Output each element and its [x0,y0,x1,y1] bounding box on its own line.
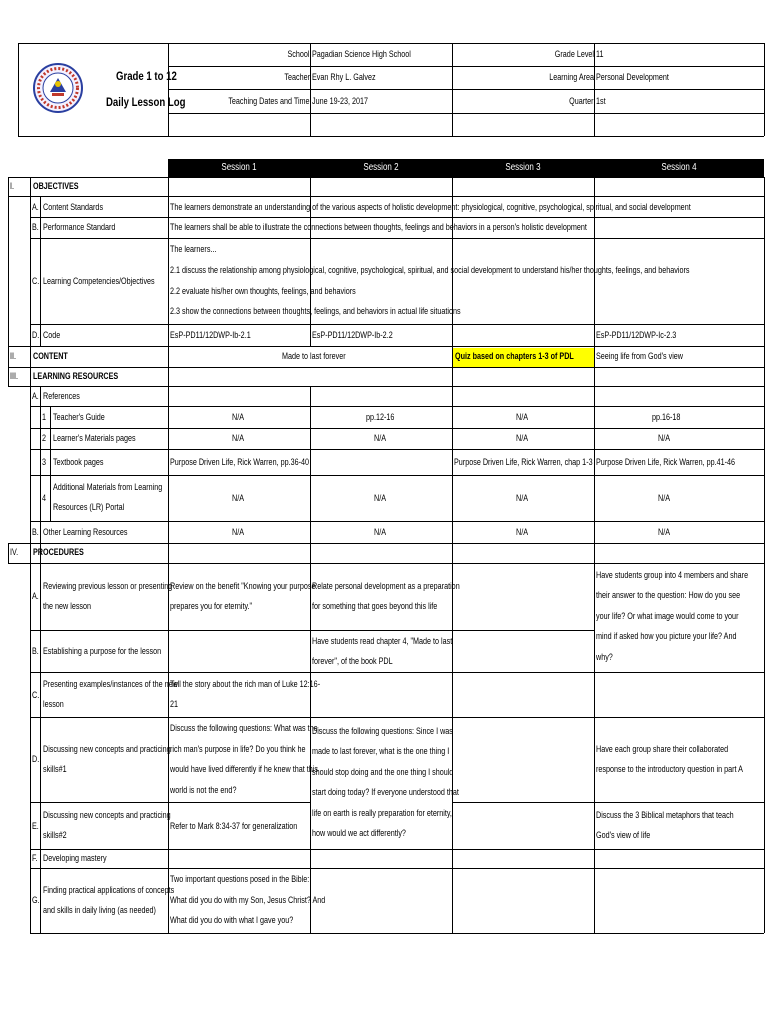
res-b-letter: B. [32,527,39,537]
session-3-header: Session 3 [452,159,594,177]
proc-d-label: skills#1 [43,764,67,774]
proc-c-letter: C. [32,690,40,700]
res-1-s1: N/A [232,412,245,422]
proc-a-s1: Review on the benefit "Knowing your purpose [170,581,316,591]
obj-a-label: Content Standards [43,202,104,212]
teacher-value: Evan Rhy L. Galvez [312,72,376,82]
obj-b-letter: B. [32,222,39,232]
school-label: School [287,49,310,59]
proc-g-label: and skills in daily living (as needed) [43,905,156,915]
session-1-header: Session 1 [168,159,310,177]
section-ii-title: CONTENT [33,351,68,361]
proc-a-s2: Relate personal development as a preparation [312,581,460,591]
proc-d-s1: rich man's purpose in life? Do you think he [170,744,306,754]
proc-e-s1: Refer to Mark 8:34-37 for generalization [170,821,298,831]
proc-b-s2: Have students read chapter 4, "Made to last [312,636,453,646]
quarter-value: 1st [596,96,606,106]
res-4-label-line1: Additional Materials from Learning [53,482,163,492]
res-2-num: 2 [42,433,47,443]
proc-g-s1: Two important questions posed in the Bible: [170,874,310,884]
obj-c-letter: C. [32,276,40,286]
proc-d-s1: Discuss the following questions: What was the [170,723,318,733]
proc-d-s1: would have lived differently if he knew that this [170,764,318,774]
code-session-2: EsP-PD11/12DWP-Ib-2.2 [312,330,393,340]
res-b-label: Other Learning Resources [43,527,128,537]
proc-g-s1: What did you do with my Son, Jesus Christ? And [170,895,326,905]
title-line1: Grade 1 to 12 [116,69,177,83]
section-iv-title: PROCEDURES [33,547,84,557]
obj-b-text: The learners shall be able to illustrate the connections between thoughts, feelings and behaviors in a person's holistic development [170,222,587,232]
proc-g-label: Finding practical applications of concepts [43,885,175,895]
proc-e-label: skills#2 [43,830,67,840]
proc-a-label: the new lesson [43,601,92,611]
res-3-num: 3 [42,457,47,467]
proc-d-s4: response to the introductory question in part A [596,764,743,774]
proc-c-s1: Tell the story about the rich man of Luke 12:16- [170,679,321,689]
res-1-label: Teacher's Guide [53,412,105,422]
res-4-s4: N/A [658,493,671,503]
proc-ab-s4: why? [596,652,613,662]
res-b-s1: N/A [232,527,245,537]
section-ii-numeral: II. [10,351,17,361]
obj-c-label: Learning Competencies/Objectives [43,276,155,286]
obj-b-label: Performance Standard [43,222,116,232]
res-1-s3: N/A [516,412,529,422]
res-2-s1: N/A [232,433,245,443]
res-3-s3: Purpose Driven Life, Rick Warren, chap 1-3 [454,457,593,467]
res-3-s4: Purpose Driven Life, Rick Warren, pp.41-46 [596,457,735,467]
res-b-s3: N/A [516,527,529,537]
proc-ab-s4: their answer to the question: How do you see [596,590,741,600]
school-value: Pagadian Science High School [312,49,411,59]
proc-e-label: Discussing new concepts and practicing [43,810,171,820]
obj-d-letter: D. [32,330,40,340]
proc-b-label: Establishing a purpose for the lesson [43,646,162,656]
proc-de-s2: should stop doing and the one thing I should [312,767,454,777]
proc-ab-s4: Have students group into 4 members and share [596,570,749,580]
res-2-s2: N/A [374,433,387,443]
obj-a-letter: A. [32,202,39,212]
proc-c-s1: 21 [170,699,179,709]
proc-c-label: lesson [43,699,64,709]
proc-a-letter: A. [32,591,39,601]
proc-b-s2: forever", of the book PDL [312,656,393,666]
res-4-num: 4 [42,493,47,503]
res-3-s1: Purpose Driven Life, Rick Warren, pp.36-40 [170,457,309,467]
res-3-label: Textbook pages [53,457,104,467]
res-1-s2: pp.12-16 [366,412,395,422]
session-2-header: Session 2 [310,159,452,177]
proc-ab-s4: your life? Or what image would come to your [596,611,739,621]
content-session-3: Quiz based on chapters 1-3 of PDL [455,351,574,361]
content-session-1-2: Made to last forever [282,351,346,361]
obj-c-line: 2.3 show the connections between thoughts, feelings, and behaviors in actual life situations [170,306,461,316]
deped-seal-icon [32,46,84,130]
proc-d-s1: world is not the end? [170,785,237,795]
res-4-label-line2: Resources (LR) Portal [53,502,125,512]
session-4-header: Session 4 [594,159,764,177]
proc-d-label: Discussing new concepts and practicing [43,744,171,754]
obj-a-text: The learners demonstrate an understanding of the various aspects of holistic development: physiological, cognitive, psychological, spiritual, and social development [170,202,691,212]
dates-value: June 19-23, 2017 [312,96,369,106]
grade-label: Grade Level [554,49,594,59]
proc-de-s2: made to last forever, what is the one thing I [312,746,450,756]
proc-f-label: Developing mastery [43,853,107,863]
section-iv-numeral: IV. [10,547,19,557]
res-b-s4: N/A [658,527,671,537]
proc-e-s4: Discuss the 3 Biblical metaphors that teach [596,810,734,820]
proc-de-s2: Discuss the following questions: Since I was [312,726,453,736]
proc-g-letter: G. [32,895,40,905]
title-line2: Daily Lesson Log [106,95,186,109]
section-iii-numeral: III. [10,371,19,381]
res-a-letter: A. [32,391,39,401]
code-session-4: EsP-PD11/12DWP-Ic-2.3 [596,330,677,340]
section-i-title: OBJECTIVES [33,181,79,191]
proc-de-s2: how would we act differently? [312,828,406,838]
obj-c-line: 2.2 evaluate his/her own thoughts, feelings, and behaviors [170,286,356,296]
section-i-numeral: I. [10,181,15,191]
res-2-label: Learner's Materials pages [53,433,136,443]
proc-d-s4: Have each group share their collaborated [596,744,729,754]
proc-a-label: Reviewing previous lesson or presenting [43,581,173,591]
res-4-s1: N/A [232,493,245,503]
proc-a-s2: for something that goes beyond this life [312,601,438,611]
obj-d-label: Code [43,330,61,340]
obj-c-line: 2.1 discuss the relationship among physiological, cognitive, psychological, spiritual, and social development to understand his/her thoughts, feelings, and behaviors [170,265,690,275]
proc-b-letter: B. [32,646,39,656]
res-a-label: References [43,391,80,401]
proc-ab-s4: mind if asked how you picture your life? And [596,631,737,641]
proc-de-s2: life on earth is really preparation for eternity, [312,808,452,818]
proc-a-s1: prepares you for eternity." [170,601,253,611]
teacher-label: Teacher [284,72,310,82]
content-session-4: Seeing life from God's view [596,351,684,361]
res-2-s3: N/A [516,433,529,443]
area-label: Learning Area [549,72,594,82]
proc-f-letter: F. [32,853,38,863]
res-2-s4: N/A [658,433,671,443]
area-value: Personal Development [596,72,669,82]
code-session-1: EsP-PD11/12DWP-Ib-2.1 [170,330,251,340]
obj-c-line: The learners... [170,244,217,254]
res-4-s2: N/A [374,493,387,503]
proc-e-s4: God's view of life [596,830,651,840]
quarter-label: Quarter [569,96,594,106]
res-b-s2: N/A [374,527,387,537]
res-4-s3: N/A [516,493,529,503]
proc-e-letter: E. [32,821,39,831]
proc-g-s1: What did you do with what I gave you? [170,915,294,925]
dates-label: Teaching Dates and Time [228,96,310,106]
res-1-num: 1 [42,412,47,422]
section-iii-title: LEARNING RESOURCES [33,371,119,381]
proc-de-s2: start doing today? If everyone understood that [312,787,459,797]
proc-d-letter: D. [32,754,40,764]
grade-value: 11 [596,49,604,59]
proc-c-label: Presenting examples/instances of the new [43,679,178,689]
res-1-s4: pp.16-18 [652,412,681,422]
